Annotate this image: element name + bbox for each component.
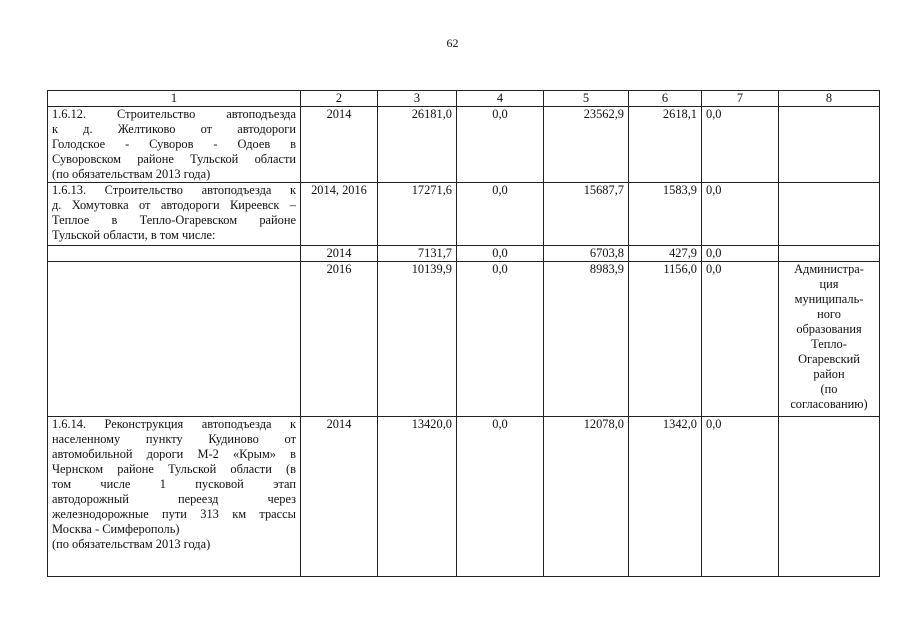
description-line: Москва - Симферополь): [52, 522, 180, 536]
description-line: 1.6.12. Строительство автоподъезда: [52, 107, 296, 121]
table-row: [48, 262, 880, 417]
municipal-cell: 1342,0: [629, 417, 702, 577]
executor-line: согласованию): [790, 397, 868, 411]
municipal-cell: 2618,1: [629, 107, 702, 183]
other-cell: 0,0: [702, 183, 779, 246]
column-number: 2: [301, 91, 378, 107]
year-cell: 2014, 2016: [301, 183, 378, 246]
total-cell: 26181,0: [378, 107, 457, 183]
municipal-cell: 427,9: [629, 246, 702, 262]
description-line: Теплое в Тепло-Огаревском районе: [52, 213, 296, 227]
executor-line: Тепло-: [811, 337, 847, 351]
item-description: [48, 183, 301, 246]
regional-cell: 23562,9: [544, 107, 629, 183]
description-line: (по обязательствам 2013 года): [52, 167, 211, 181]
executor-line: район: [813, 367, 845, 381]
federal-cell: 0,0: [457, 183, 544, 246]
column-number: 8: [779, 91, 880, 107]
year-cell: 2014: [301, 246, 378, 262]
executor-cell: [779, 183, 880, 246]
description-line: железнодорожные пути 313 км трассы: [52, 507, 296, 521]
description-line: к д. Желтиково от автодороги: [52, 122, 296, 136]
executor-line: (по: [820, 382, 838, 396]
column-number-row: [48, 91, 880, 107]
executor-line: Огаревский: [798, 352, 860, 366]
executor-line: ного: [817, 307, 841, 321]
other-cell: 0,0: [702, 246, 779, 262]
description-line: (по обязательствам 2013 года): [52, 537, 211, 551]
total-cell: 17271,6: [378, 183, 457, 246]
table-row: [48, 417, 880, 577]
column-number: 3: [378, 91, 457, 107]
regional-cell: 8983,9: [544, 262, 629, 417]
program-table: [47, 90, 880, 577]
description-line: 1.6.14. Реконструкция автоподъезда к: [52, 417, 296, 431]
description-line: автомобильной дороги М-2 «Крым» в: [52, 447, 296, 461]
column-number: 6: [629, 91, 702, 107]
total-cell: 10139,9: [378, 262, 457, 417]
regional-cell: 6703,8: [544, 246, 629, 262]
description-line: Тульской области, в том числе:: [52, 228, 216, 242]
federal-cell: 0,0: [457, 107, 544, 183]
column-number: 7: [702, 91, 779, 107]
column-number: 1: [48, 91, 301, 107]
executor-cell: [779, 417, 880, 577]
year-cell: 2014: [301, 417, 378, 577]
table-row: [48, 246, 880, 262]
federal-cell: 0,0: [457, 417, 544, 577]
regional-cell: 12078,0: [544, 417, 629, 577]
federal-cell: 0,0: [457, 246, 544, 262]
total-cell: 7131,7: [378, 246, 457, 262]
table-row: [48, 183, 880, 246]
other-cell: 0,0: [702, 107, 779, 183]
executor-cell: [779, 262, 880, 417]
item-description: [48, 246, 301, 262]
description-line: Суворовском районе Тульской области: [52, 152, 296, 166]
regional-cell: 15687,7: [544, 183, 629, 246]
column-number: 5: [544, 91, 629, 107]
column-number: 4: [457, 91, 544, 107]
federal-cell: 0,0: [457, 262, 544, 417]
description-line: д. Хомутовка от автодороги Киреевск –: [52, 198, 296, 212]
year-cell: 2014: [301, 107, 378, 183]
description-line: Чернском районе Тульской области (в: [52, 462, 296, 476]
other-cell: 0,0: [702, 262, 779, 417]
item-description: [48, 417, 301, 577]
executor-line: образования: [796, 322, 862, 336]
municipal-cell: 1156,0: [629, 262, 702, 417]
total-cell: 13420,0: [378, 417, 457, 577]
executor-cell: [779, 107, 880, 183]
description-line: населенному пункту Кудиново от: [52, 432, 296, 446]
description-line: автодорожный переезд через: [52, 492, 296, 506]
executor-line: Администра-: [794, 262, 864, 276]
description-line: том числе 1 пусковой этап: [52, 477, 296, 491]
executor-cell: [779, 246, 880, 262]
municipal-cell: 1583,9: [629, 183, 702, 246]
page-number: 62: [446, 36, 459, 50]
description-line: 1.6.13. Строительство автоподъезда к: [52, 183, 296, 197]
other-cell: 0,0: [702, 417, 779, 577]
executor-line: муниципаль-: [794, 292, 864, 306]
year-cell: 2016: [301, 262, 378, 417]
item-description: [48, 262, 301, 417]
item-description: [48, 107, 301, 183]
table-row: [48, 107, 880, 183]
description-line: Голодское - Суворов - Одоев в: [52, 137, 296, 151]
executor-line: ция: [819, 277, 839, 291]
